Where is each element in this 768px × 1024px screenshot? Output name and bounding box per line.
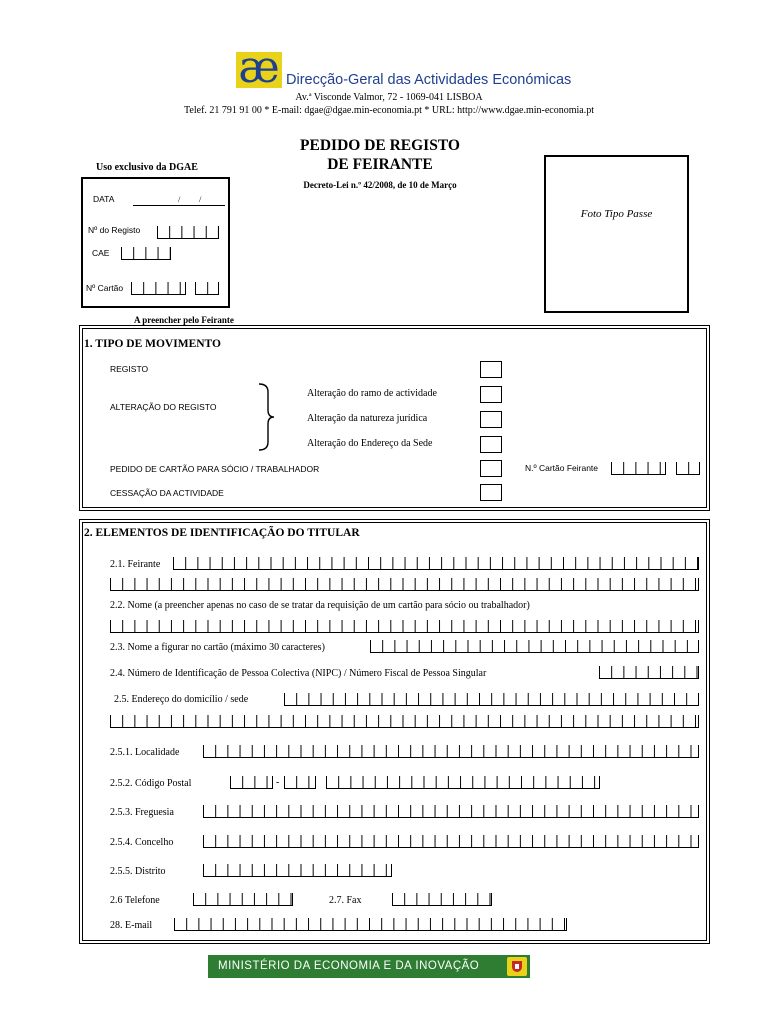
section2-title: 2. ELEMENTOS DE IDENTIFICAÇÃO DO TITULAR [84,527,360,539]
ministry-name: MINISTÉRIO DA ECONOMIA E DA INOVAÇÃO [218,960,480,972]
photo-box[interactable] [544,155,689,313]
alt-endereco-option: Alteração do Endereço da Sede [307,438,433,449]
decree-ref: Decreto-Lei n.º 42/2008, de 10 de Março [303,180,457,190]
cessacao-option: CESSAÇÃO DA ACTIVIDADE [110,488,224,498]
feirante-field[interactable] [173,557,699,570]
nome-field[interactable] [110,620,699,633]
email-field[interactable] [174,918,567,931]
email-label: 28. E-mail [110,920,153,931]
pedido-cartao-checkbox[interactable] [480,460,502,477]
ministry-banner [208,955,530,978]
alt-ramo-option: Alteração do ramo de actividade [307,388,437,399]
fill-note: A preencher pelo Feirante [134,315,234,325]
cartao-label: Nº Cartão [86,283,124,293]
section1-title: 1. TIPO DE MOVIMENTO [84,338,221,350]
dgae-logo [236,42,282,93]
office-use-heading: Uso exclusivo da DGAE [96,162,198,173]
registo-option: REGISTO [110,364,149,374]
cessacao-checkbox[interactable] [480,484,502,501]
freguesia-field[interactable] [203,805,699,818]
concelho-field[interactable] [203,835,699,848]
alt-ramo-checkbox[interactable] [480,386,502,403]
codigo-postal-label: 2.5.2. Código Postal [110,778,192,789]
cartao-field[interactable] [131,282,186,295]
coat-of-arms-icon [507,957,527,976]
cartao-field-suffix[interactable] [195,282,219,295]
org-contacts: Telef. 21 791 91 00 * E-mail: dgae@dgae.min-economia.pt * URL: http://www.dgae.min-economia.pt [184,105,594,116]
alt-natureza-option: Alteração da natureza jurídica [307,413,428,424]
nome-cartao-field[interactable] [370,640,699,653]
telefone-label: 2.6 Telefone [110,895,160,906]
codigo-postal-designacao[interactable] [326,776,600,789]
date-underline [133,205,225,206]
cartao-feirante-field[interactable] [611,462,666,475]
brace-icon [256,382,276,452]
telefone-field[interactable] [193,893,293,906]
codigo-postal-field1[interactable] [230,776,273,789]
alt-endereco-checkbox[interactable] [480,436,502,453]
logo-letter: æ [238,42,280,93]
distrito-label: 2.5.5. Distrito [110,866,166,877]
concelho-label: 2.5.4. Concelho [110,837,174,848]
registo-field[interactable] [157,226,219,239]
registo-label: Nº do Registo [88,225,141,235]
alteracao-option: ALTERAÇÃO DO REGISTO [110,402,217,412]
localidade-label: 2.5.1. Localidade [110,747,180,758]
cae-field[interactable] [121,247,171,260]
endereco-field-line2[interactable] [110,715,699,728]
codigo-postal-sep: - [276,777,280,788]
cartao-feirante-field-suffix[interactable] [676,462,700,475]
nome-cartao-label: 2.3. Nome a figurar no cartão (máximo 30 caracteres) [110,642,325,653]
registo-checkbox[interactable] [480,361,502,378]
org-address: Av.ª Visconde Valmor, 72 - 1069-041 LISBOA [295,92,483,103]
alt-natureza-checkbox[interactable] [480,411,502,428]
nipc-label: 2.4. Número de Identificação de Pessoa Colectiva (NIPC) / Número Fiscal de Pessoa Singular [110,668,487,679]
fax-label: 2.7. Fax [329,895,362,906]
form-title-line1: PEDIDO DE REGISTO [300,137,460,154]
feirante-label: 2.1. Feirante [110,559,161,570]
feirante-field-line2[interactable] [110,578,699,591]
codigo-postal-field2[interactable] [284,776,316,789]
distrito-field[interactable] [203,864,392,877]
nome-label: 2.2. Nome (a preencher apenas no caso de se tratar da requisição de um cartão para sócio ou trabalhador) [110,600,530,611]
nipc-field[interactable] [599,666,699,679]
date-sep1: / [178,194,181,204]
cartao-feirante-label: N.º Cartão Feirante [525,463,599,473]
fax-field[interactable] [392,893,492,906]
localidade-field[interactable] [203,745,699,758]
pedido-cartao-option: PEDIDO DE CARTÃO PARA SÓCIO / TRABALHADOR [110,464,320,474]
org-name: Direcção-Geral das Actividades Económicas [286,72,572,88]
endereco-label: 2.5. Endereço do domicílio / sede [114,694,249,705]
cae-label: CAE [92,248,110,258]
freguesia-label: 2.5.3. Freguesia [110,807,174,818]
date-label: DATA [93,194,115,204]
endereco-field[interactable] [284,693,699,706]
date-sep2: / [199,194,202,204]
photo-label: Foto Tipo Passe [580,208,653,220]
form-title-line2: DE FEIRANTE [327,156,433,173]
